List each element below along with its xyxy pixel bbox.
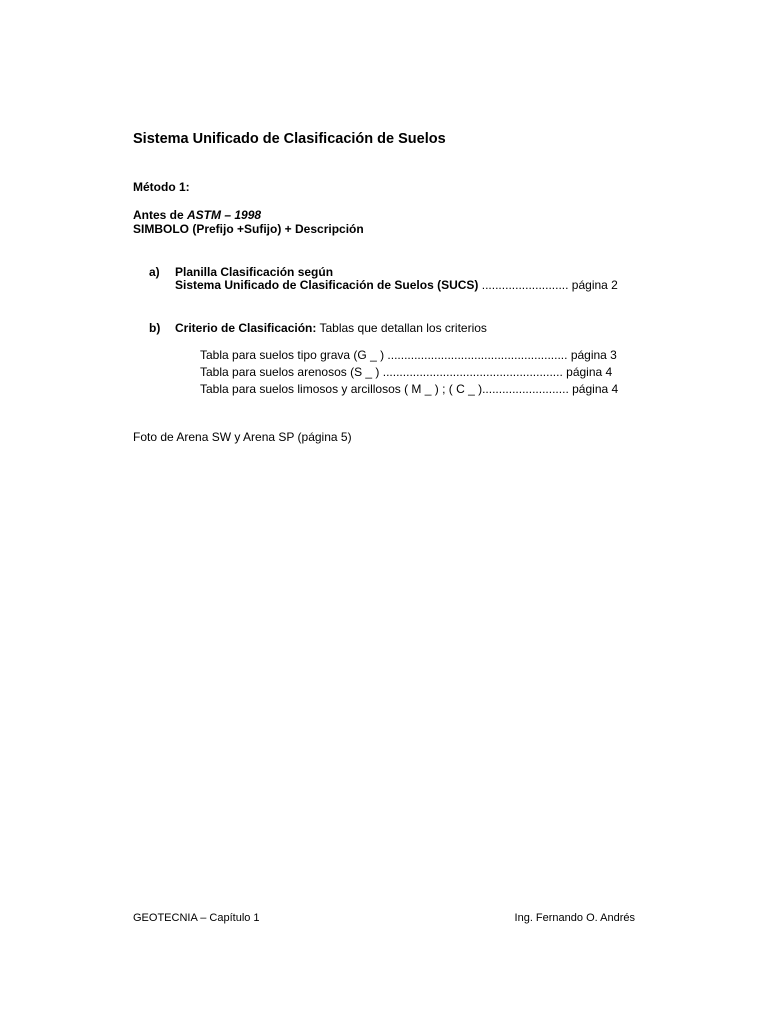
item-b-text: Tablas que detallan los criterios xyxy=(316,321,487,335)
before-prefix: Antes de xyxy=(133,208,188,222)
before-line xyxy=(133,208,261,222)
item-a-leader: .......................... xyxy=(481,278,569,292)
photo-note: Foto de Arena SW y Arena SP (página 5) xyxy=(133,430,352,444)
footer-left: GEOTECNIA – Capítulo 1 xyxy=(133,912,260,924)
item-a-page: página 2 xyxy=(571,278,618,292)
toc-entry-page: página 4 xyxy=(566,365,613,379)
item-a-line1: Planilla Clasificación según xyxy=(175,265,334,279)
toc-entry-page: página 4 xyxy=(572,382,619,396)
toc-entry-text: Tabla para suelos tipo grava (G _ ) ...................................................... xyxy=(200,348,568,362)
toc-entry-limosos xyxy=(200,382,618,396)
item-a-marker: a) xyxy=(149,265,160,279)
item-b-line xyxy=(175,321,487,335)
toc-entry-page: página 3 xyxy=(570,348,617,362)
item-b-label: Criterio de Clasificación: xyxy=(175,321,317,335)
toc-entry-arenosos xyxy=(200,365,612,379)
item-a-title: Sistema Unificado de Clasificación de Suelos (SUCS) xyxy=(175,278,479,292)
page-title: Sistema Unificado de Clasificación de Suelos xyxy=(133,131,446,147)
before-standard: ASTM – 1998 xyxy=(187,208,262,222)
method-label: Método 1: xyxy=(133,180,190,194)
symbol-line: SIMBOLO (Prefijo +Sufijo) + Descripción xyxy=(133,222,364,236)
toc-entry-grava xyxy=(200,348,617,362)
item-a-line2 xyxy=(175,278,618,292)
toc-entry-text: Tabla para suelos arenosos (S _ ) ...................................................... xyxy=(200,365,563,379)
footer-right: Ing. Fernando O. Andrés xyxy=(514,912,635,924)
item-b-marker: b) xyxy=(149,321,161,335)
toc-entry-text: Tabla para suelos limosos y arcillosos ( M _ ) ; ( C _ ).......................... xyxy=(200,382,569,396)
